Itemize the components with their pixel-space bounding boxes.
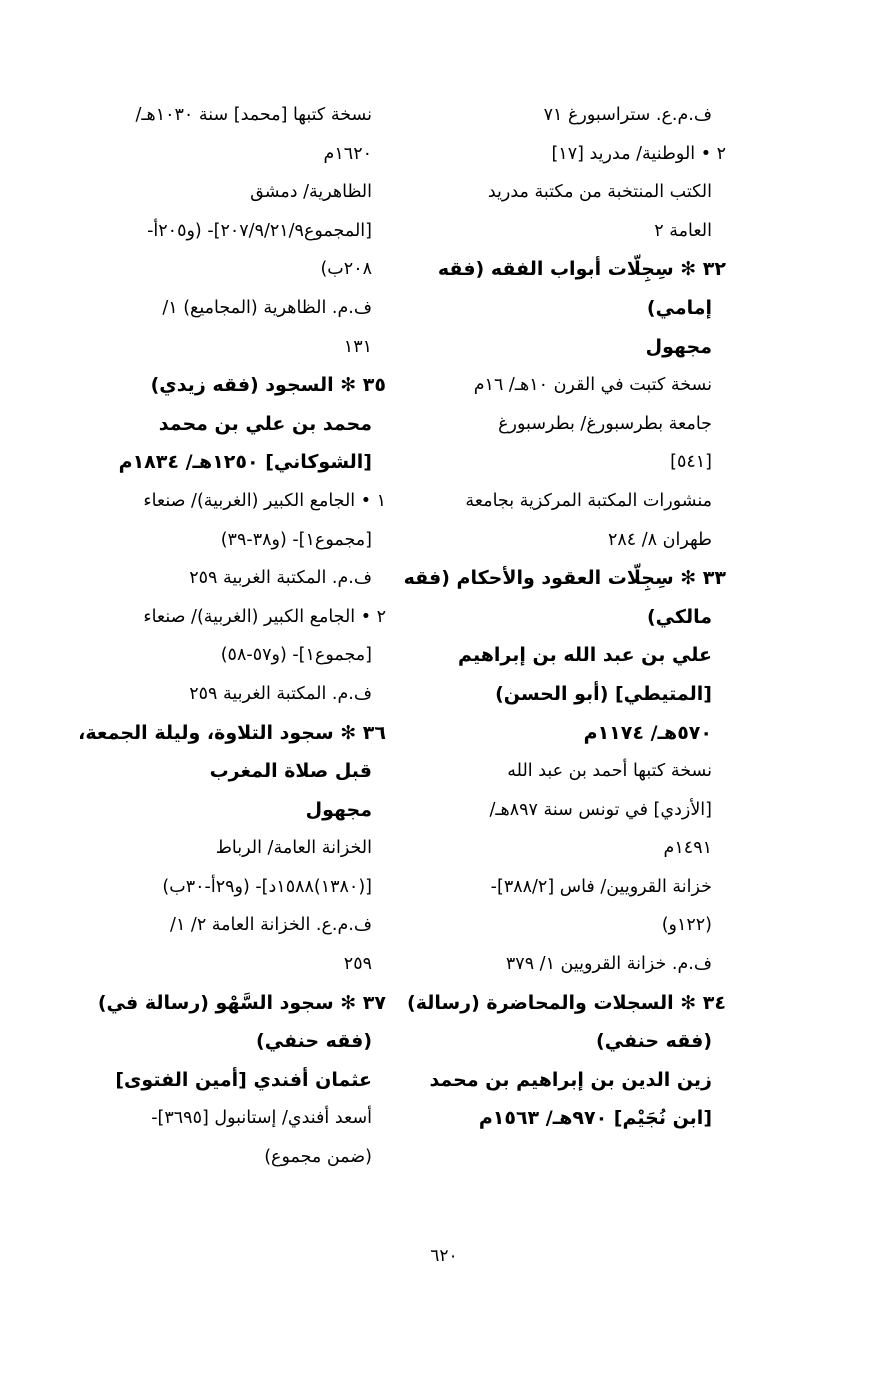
text-line: الخزانة العامة/ الرباط (215, 838, 372, 859)
text-line: خزانة القرويين/ فاس [٣٨٨/٢]- (490, 876, 712, 897)
entry-heading-line: ٣٣ ✻ سِجِلّات العقود والأحكام (فقه (403, 567, 726, 590)
entry-heading-line: مجهول (305, 798, 372, 821)
text-line: ف.م. المكتبة الغربية ٢٥٩ (189, 568, 372, 589)
entry-heading-line: ٣٢ ✻ سِجِلّات أبواب الفقه (فقه (437, 258, 726, 281)
text-line: (ضمن مجموع) (264, 1147, 372, 1168)
text-line: (١٢٢و) (661, 915, 712, 936)
text-line: ف.م. المكتبة الغربية ٢٥٩ (189, 683, 372, 704)
text-line: ١ • الجامع الكبير (الغربية)/ صنعاء (143, 490, 386, 511)
entry-heading-line: زين الدين بن إبراهيم بن محمد (429, 1068, 712, 1091)
entry-heading-line: علي بن عبد الله بن إبراهيم (458, 644, 712, 667)
right-column (403, 96, 726, 1138)
text-line: ف.م.ع. ستراسبورغ ٧١ (543, 105, 712, 125)
entry-heading-line: (فقه حنفي) (596, 1030, 712, 1053)
entry-heading-line: إمامي) (646, 296, 712, 319)
text-line: ف.م. خزانة القرويين ١/ ٣٧٩ (505, 954, 712, 975)
text-line: العامة ٢ (654, 220, 712, 241)
text-line: [مجموع١]- (و٣٨-٣٩) (220, 529, 372, 550)
left-column (46, 96, 386, 1177)
entry-heading-line: عثمان أفندي [أمين الفتوى] (115, 1068, 372, 1091)
text-line: [(١٣٨٠)١٥٨٨د]- (و٢٩أ-٣٠ب) (162, 876, 372, 897)
entry-heading-line: ٣٦ ✻ سجود التلاوة، وليلة الجمعة، (78, 721, 386, 744)
entry-heading-line: [ابن نُجَيْم] ٩٧٠هـ/ ١٥٦٣م (478, 1107, 712, 1130)
text-line: أسعد أفندي/ إستانبول [٣٦٩٥]- (151, 1108, 372, 1129)
entry-heading-line: ٥٧٠هـ/ ١١٧٤م (583, 721, 712, 744)
entry-heading-line: قبل صلاة المغرب (209, 760, 372, 783)
page-number: ٦٢٠ (430, 1246, 458, 1266)
text-line: [المجموع٢٠٧/٩/٢١/٩]- (و٢٠٥أ- (147, 220, 372, 241)
text-line: ف.م.ع. الخزانة العامة ٢/ ١/ (170, 915, 372, 936)
entry-heading-line: مالكي) (647, 605, 712, 628)
text-line: نسخة كتبها [محمد] سنة ١٠٣٠هـ/ (135, 105, 372, 125)
text-line: ٢٠٨ب) (320, 259, 372, 280)
text-line: ١٣١ (343, 336, 372, 357)
text-line: [الأزدي] في تونس سنة ٨٩٧هـ/ (489, 799, 712, 820)
entry-heading-line: محمد بن علي بن محمد (158, 412, 372, 435)
text-line: ١٦٢٠م (323, 143, 372, 164)
text-line: ف.م. الظاهرية (المجاميع) ١/ (162, 297, 372, 318)
text-line: ٢ • الوطنية/ مدريد [١٧] (551, 143, 726, 164)
text-line: طهران ٨/ ٢٨٤ (607, 529, 712, 550)
entry-heading-line: (فقه حنفي) (256, 1030, 372, 1053)
text-line: [٥٤١] (670, 452, 712, 473)
text-line: [مجموع١]- (و٥٧-٥٨) (220, 645, 372, 666)
entry-heading-line: [الشوكاني] ١٢٥٠هـ/ ١٨٣٤م (118, 451, 372, 474)
text-line: ٢٥٩ (343, 954, 372, 975)
entry-heading-line: [المتيطي] (أبو الحسن) (495, 682, 712, 705)
text-line: الكتب المنتخبة من مكتبة مدريد (487, 182, 712, 203)
text-line: ٢ • الجامع الكبير (الغربية)/ صنعاء (143, 606, 386, 627)
text-line: ١٤٩١م (663, 838, 712, 859)
entry-heading-line: ٣٤ ✻ السجلات والمحاضرة (رسالة) (407, 991, 726, 1014)
text-line: منشورات المكتبة المركزية بجامعة (465, 490, 712, 511)
entry-heading-line: مجهول (645, 335, 712, 358)
text-line: جامعة بطرسبورغ/ بطرسبورغ (498, 413, 712, 434)
entry-heading-line: ٣٥ ✻ السجود (فقه زيدي) (150, 374, 386, 397)
text-line: نسخة كتبت في القرن ١٠هـ/ ١٦م (473, 375, 712, 396)
text-line: الظاهرية/ دمشق (250, 182, 372, 203)
text-line: نسخة كتبها أحمد بن عبد الله (507, 761, 712, 782)
entry-heading-line: ٣٧ ✻ سجود السَّهْو (رسالة في) (97, 991, 386, 1014)
